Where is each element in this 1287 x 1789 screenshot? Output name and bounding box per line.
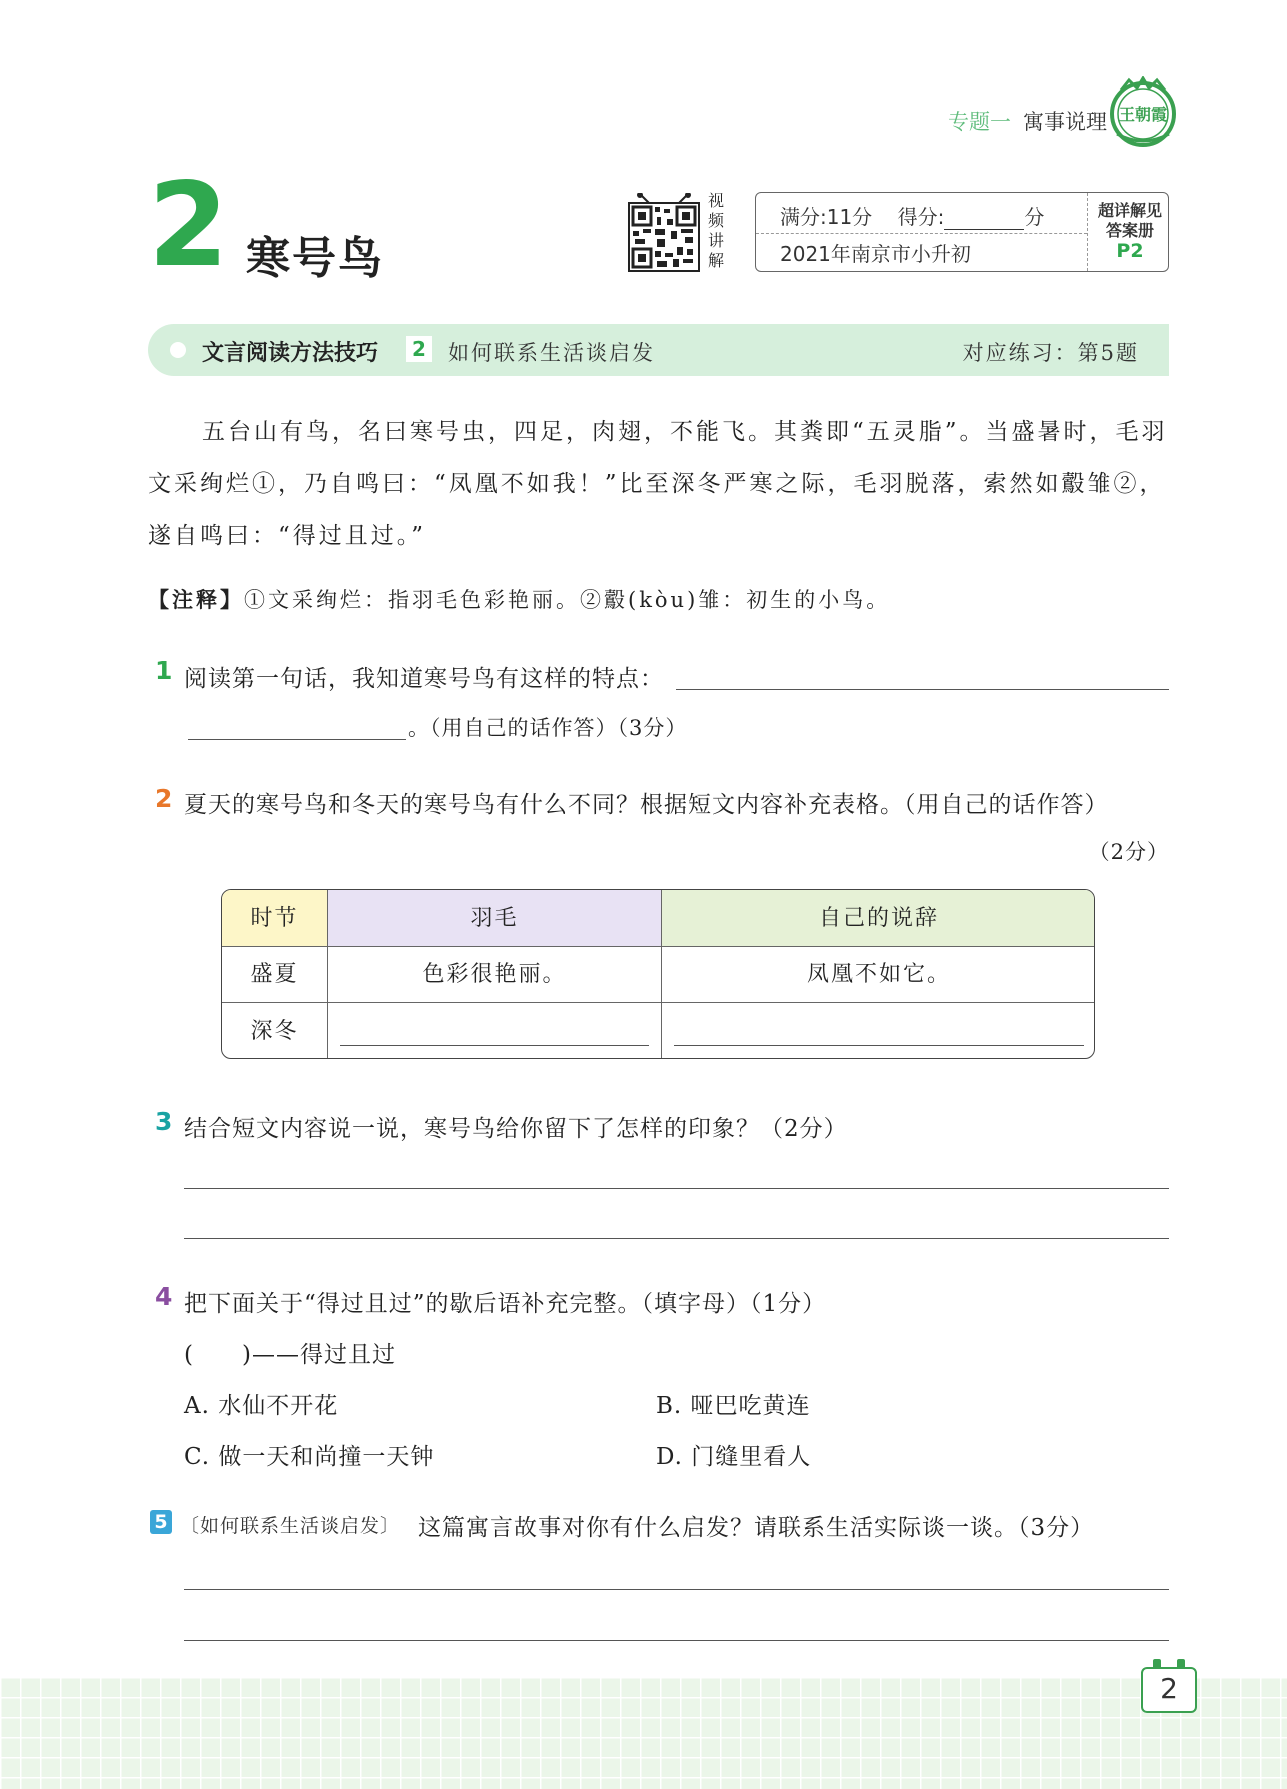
method-banner	[148, 324, 1169, 376]
annotation	[148, 578, 1169, 622]
q4-blank[interactable]: ( )——得过且过	[184, 1342, 396, 1368]
table-header-words: 自己的说辞	[662, 890, 1095, 947]
q3-number: 3	[155, 1107, 173, 1136]
q4-text: 把下面关于“得过且过”的歇后语补充完整。（填字母）（1分）	[184, 1291, 827, 1317]
banner-practice: 对应练习：第5题	[962, 341, 1139, 365]
table-cell-winter-feathers[interactable]	[328, 1003, 662, 1059]
q1-answer-line-1[interactable]	[676, 689, 1169, 690]
q1-text: 阅读第一句话，我知道寒号鸟有这样的特点：	[184, 666, 664, 692]
answer-line1: 超详解见	[1097, 201, 1162, 220]
publisher-logo	[1107, 76, 1179, 148]
q5-tag: 〔如何联系生活谈启发〕	[180, 1515, 401, 1537]
table-cell-winter-words[interactable]	[662, 1003, 1095, 1059]
q3-answer-line-1[interactable]	[184, 1188, 1169, 1189]
page-number-text: 2	[1160, 1672, 1178, 1705]
qr-code-icon[interactable]	[627, 193, 701, 273]
banner-title: 文言阅读方法技巧	[202, 341, 379, 366]
q3-answer-line-2[interactable]	[184, 1238, 1169, 1239]
source-label: 2021年南京市小升初	[780, 242, 971, 266]
comparison-table	[221, 889, 1095, 1059]
topic-header	[948, 106, 1107, 136]
table-header-season: 时节	[222, 890, 328, 947]
q4-option-a: A. 水仙不开花	[184, 1393, 339, 1419]
table-cell-winter: 深冬	[222, 1003, 328, 1059]
q1-number: 1	[155, 656, 173, 685]
score-box	[755, 192, 1169, 272]
lesson-title: 寒号鸟	[246, 233, 384, 284]
q4-option-b: B. 哑巴吃黄连	[656, 1393, 811, 1419]
qr-video-label: 视频讲解	[708, 191, 725, 270]
footer-grid	[0, 1677, 1287, 1789]
q4-option-d: D. 门缝里看人	[656, 1444, 812, 1470]
answer-line2: 答案册	[1105, 221, 1154, 240]
table-header-feathers: 羽毛	[328, 890, 662, 947]
table-cell-summer-feathers: 色彩很艳丽。	[328, 947, 662, 1003]
banner-subtitle: 如何联系生活谈启发	[448, 341, 655, 365]
full-score: 满分:11分	[780, 205, 873, 229]
q1-tail: 。（用自己的话作答）（3分）	[408, 716, 688, 740]
svg-text:王朝霞: 王朝霞	[1118, 105, 1168, 124]
q5-text: 这篇寓言故事对你有什么启发？请联系生活实际谈一谈。（3分）	[418, 1515, 1095, 1541]
q2-text: 夏天的寒号鸟和冬天的寒号鸟有什么不同？根据短文内容补充表格。（用自己的话作答）	[184, 792, 1109, 818]
topic-label: 专题一	[948, 110, 1011, 134]
q5-number: 5	[150, 1510, 172, 1534]
score-blank[interactable]	[944, 211, 1024, 230]
banner-number: 2	[406, 336, 432, 362]
answer-page: P2	[1116, 240, 1144, 262]
annotation-text: ①文采绚烂：指羽毛色彩艳丽。②鷇(kòu)雏：初生的小鸟。	[244, 588, 891, 612]
q2-score: （2分）	[1088, 840, 1169, 864]
q4-option-c: C. 做一天和尚撞一天钟	[184, 1444, 435, 1470]
score-unit: 分	[1024, 205, 1045, 229]
q3-text: 结合短文内容说一说，寒号鸟给你留下了怎样的印象？（2分）	[184, 1116, 848, 1142]
table-cell-summer: 盛夏	[222, 947, 328, 1003]
lesson-number: 2	[148, 158, 229, 293]
annotation-label: 【注释】	[148, 588, 244, 612]
score-label: 得分:	[897, 205, 945, 229]
q4-number: 4	[155, 1282, 173, 1311]
q5-answer-line-1[interactable]	[184, 1589, 1169, 1590]
page-number	[1141, 1667, 1197, 1713]
bullet-icon	[170, 342, 186, 358]
answer-reference	[1093, 201, 1167, 261]
q2-number: 2	[155, 784, 173, 813]
topic-title: 寓事说理	[1023, 110, 1107, 134]
q1-answer-line-2[interactable]	[188, 739, 406, 740]
table-cell-summer-words: 凤凰不如它。	[662, 947, 1095, 1003]
q5-answer-line-2[interactable]	[184, 1640, 1169, 1641]
score-row	[780, 201, 1044, 230]
passage-text: 五台山有鸟，名曰寒号虫，四足，肉翅，不能飞。其粪即“五灵脂”。当盛暑时，毛羽文采绚烂①，乃自鸣曰：“凤凰不如我！”比至深冬严寒之际，毛羽脱落，索然如鷇雏②，遂自鸣曰：“得过且过。”	[148, 419, 1168, 549]
